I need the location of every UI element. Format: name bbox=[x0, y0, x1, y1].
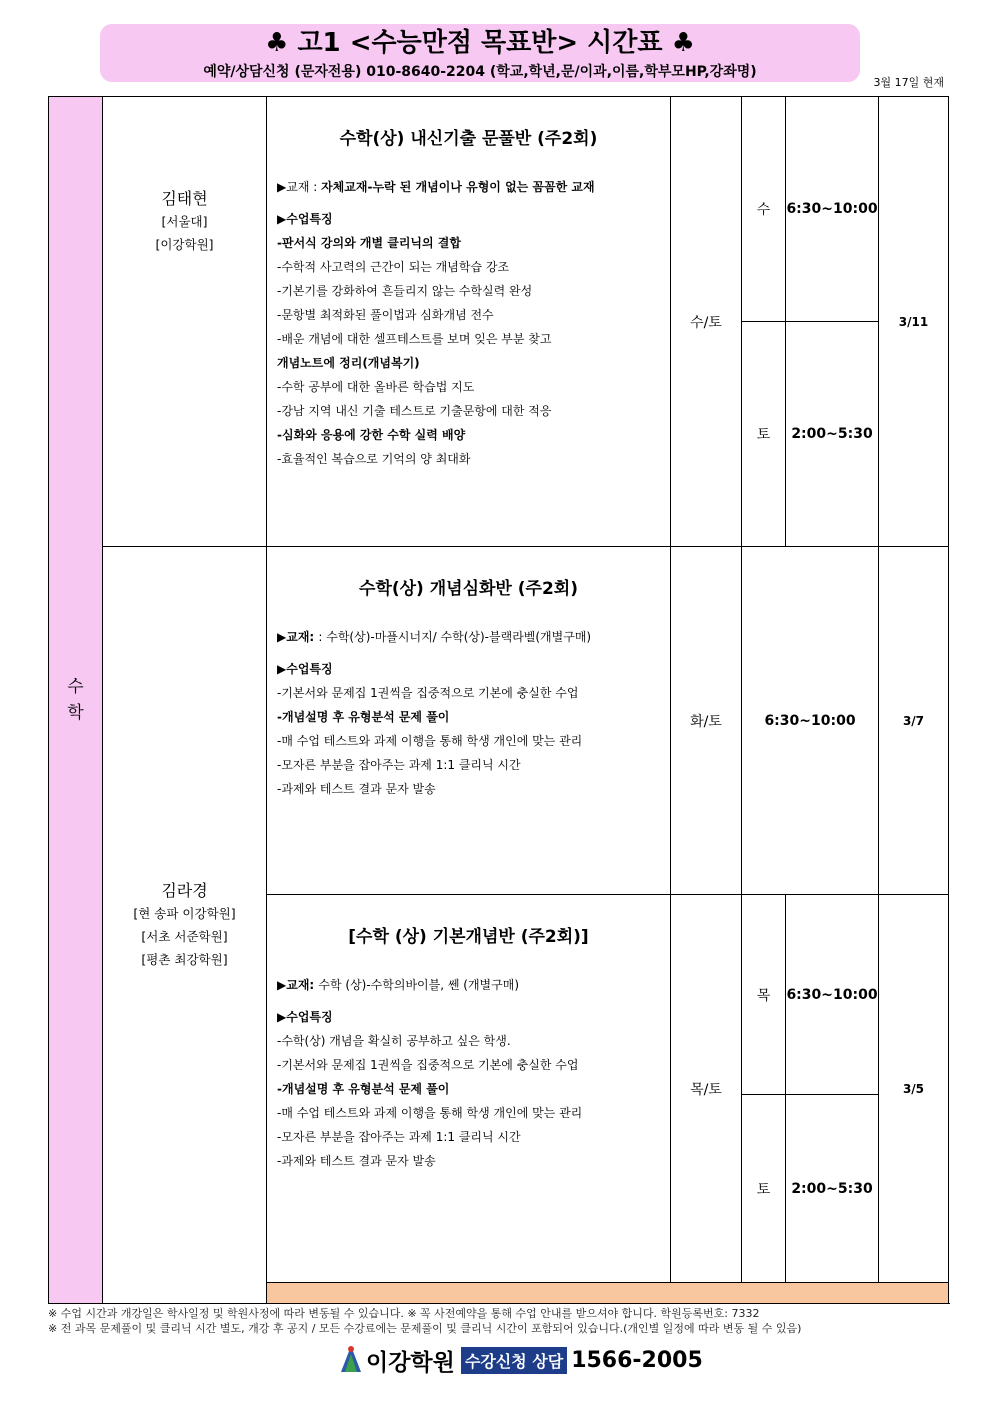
course-book: ▶교재: 수학 (상)-수학의바이블, 쎈 (개별구매) bbox=[277, 978, 519, 992]
subject-cell: 수 학 bbox=[49, 97, 103, 1304]
course-book: ▶교재: : 수학(상)-마플시너지/ 수학(상)-블랙라벨(개별구매) bbox=[277, 630, 592, 644]
teacher-cell: 김라경 [현 송파 이강학원] [서초 서준학원] [평촌 최강학원] bbox=[103, 547, 267, 1304]
as-of-date: 3월 17일 현재 bbox=[873, 76, 944, 89]
feature-list: -기본서와 문제집 1권씩을 집중적으로 기본에 충실한 수업 -개념설명 후 유형분석 문제 풀이 -매 수업 테스트와 과제 이행을 통해 학생 개인에 맞는 관리 -모자른 부분을 잡아주는 과제 1:1 클리닉 시간 -과제와 테스트 결과 문자 발송 bbox=[277, 686, 583, 796]
teacher-cell: 김태현 [서울대] [이강학원] bbox=[103, 97, 267, 547]
session-day: 목 bbox=[742, 895, 786, 1095]
feature-list: -판서식 강의와 개별 클리닉의 결합 -수학적 사고력의 근간이 되는 개념학습 강조 -기본기를 강화하여 흔들리지 않는 수학실력 완성 -문항별 최적화된 풀이법과 심화개념 전수 -배운 개념에 대한 셀프테스트를 보며 잊은 부분 찾고 개념노트에 정리(개념복기) -수학 공부에 대한 올바른 학습법 지도 -강남 지역 내신 기출 테스트로 기출문항에 대한 적응 -심화와 응용에 강한 수학 실력 배양 -효율적인 복습으로 기억의 양 최대화 bbox=[277, 236, 552, 466]
course-days: 목/토 bbox=[671, 895, 742, 1283]
session-time: 6:30~10:00 bbox=[786, 895, 879, 1095]
teacher-name: 김태현 bbox=[161, 189, 208, 208]
contact-line: 예약/상담신청 (문자전용) 010-8640-2204 (학교,학년,문/이과,이름,학부모HP,강좌명) bbox=[203, 64, 757, 80]
session-time: 6:30~10:00 bbox=[742, 547, 879, 895]
timetable bbox=[48, 96, 949, 1304]
teacher-name: 김라경 bbox=[161, 881, 208, 900]
session-time: 2:00~5:30 bbox=[786, 1095, 879, 1283]
start-date: 3/5 bbox=[879, 895, 949, 1283]
notice-text: ※ 수업 시간과 개강일은 학사일정 및 학원사정에 따라 변동될 수 있습니다. ※ 꼭 사전예약을 통해 수업 안내를 받으셔야 합니다. 학원등록번호: 7332 ※ 전 과목 문제풀이 및 클리닉 시간 별도, 개강 후 공지 / 모든 수강료에는 문제풀이 및 클리닉 시간이 포함되어 있습니다.(개인별 일정에 따라 변동 될 수 있음) bbox=[48, 1307, 802, 1335]
start-date: 3/7 bbox=[879, 547, 949, 895]
course-book: ▶교재 : 자체교재-누락 된 개념이나 유형이 없는 꼼꼼한 교재 bbox=[277, 180, 595, 194]
start-date: 3/11 bbox=[879, 97, 949, 547]
academy-emblem-icon bbox=[340, 1344, 362, 1376]
course-cell: 수학(상) 내신기출 문풀반 (주2회) ▶교재 : 자체교재-누락 된 개념이나 유형이 없는 꼼꼼한 교재 ▶수업특징 -판서식 강의와 개별 클리닉의 결합 -수학적 사고력의 근간이 되는 개념학습 강조 -기본기를 강화하여 흔들리지 않는 수학실력 완성 -문항별 최적화된 풀이법과 심화개념 전수 -배운 개념에 대한 셀프테스트를 보며 잊은 부분 찾고 개념노트에 정리(개념복기) -수학 공부에 대한 올바른 학습법 지도 -강남 지역 내신 기출 테스트로 기출문항에 대한 적응 -심화와 응용에 강한 수학 실력 배양 -효율적인 복습으로 기억의 양 최대화 bbox=[267, 97, 671, 547]
course-title: 수학(상) 개념심화반 (주2회) bbox=[359, 579, 578, 599]
session-day: 수 bbox=[742, 97, 786, 322]
feature-list: -수학(상) 개념을 확실히 공부하고 싶은 학생. -기본서와 문제집 1권씩을 집중적으로 기본에 충실한 수업 -개념설명 후 유형분석 문제 풀이 -매 수업 테스트와 과제 이행을 통해 학생 개인에 맞는 관리 -모자른 부분을 잡아주는 과제 1:1 클리닉 시간 -과제와 테스트 결과 문자 발송 bbox=[277, 1034, 583, 1168]
course-days: 화/토 bbox=[671, 547, 742, 895]
course-cell: [수학 (상) 기본개념반 (주2회)] ▶교재: 수학 (상)-수학의바이블, 쎈 (개별구매) ▶수업특징 -수학(상) 개념을 확실히 공부하고 싶은 학생. -기본서와 문제집 1권씩을 집중적으로 기본에 충실한 수업 -개념설명 후 유형분석 문제 풀이 -매 수업 테스트와 과제 이행을 통해 학생 개인에 맞는 관리 -모자른 부분을 잡아주는 과제 1:1 클리닉 시간 -과제와 테스트 결과 문자 발송 bbox=[267, 895, 671, 1283]
course-title: [수학 (상) 기본개념반 (주2회)] bbox=[348, 927, 589, 947]
session-time: 6:30~10:00 bbox=[786, 97, 879, 322]
session-time: 2:00~5:30 bbox=[786, 322, 879, 547]
header-banner bbox=[100, 24, 860, 82]
course-cell: 수학(상) 개념심화반 (주2회) ▶교재: : 수학(상)-마플시너지/ 수학(상)-블랙라벨(개별구매) ▶수업특징 -기본서와 문제집 1권씩을 집중적으로 기본에 충실한 수업 -개념설명 후 유형분석 문제 풀이 -매 수업 테스트와 과제 이행을 통해 학생 개인에 맞는 관리 -모자른 부분을 잡아주는 과제 1:1 클리닉 시간 -과제와 테스트 결과 문자 발송 bbox=[267, 547, 671, 895]
course-days: 수/토 bbox=[671, 97, 742, 547]
page-title: ♣ 고1 <수능만점 목표반> 시간표 ♣ bbox=[265, 28, 695, 58]
course-title: 수학(상) 내신기출 문풀반 (주2회) bbox=[339, 129, 598, 149]
session-day: 토 bbox=[742, 1095, 786, 1283]
session-day: 토 bbox=[742, 322, 786, 547]
academy-logo: 이강학원 수강신청 상담 1566-2005 bbox=[340, 1343, 703, 1377]
